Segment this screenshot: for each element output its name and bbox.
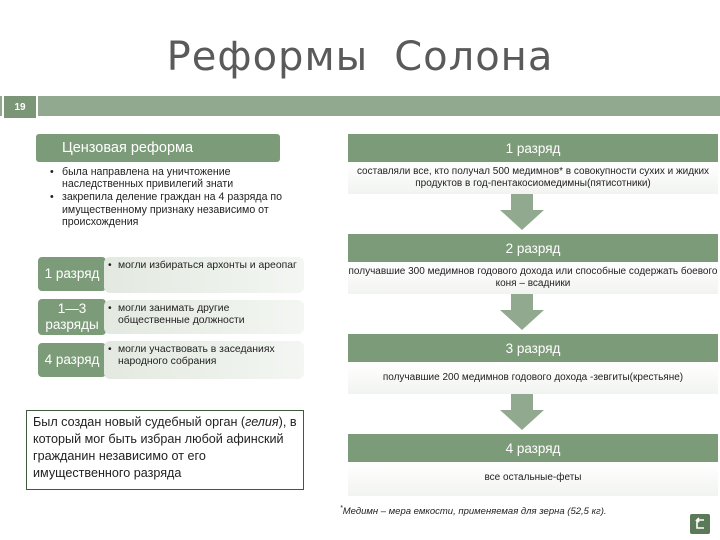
class-header: 1 разряд xyxy=(348,134,718,162)
class-description: составляли все, кто получал 500 медимнов* в совокупности сухих и жидких продуктов в год-пентакосиомедимны(пятисотники) xyxy=(348,162,718,194)
down-arrow-icon xyxy=(500,194,544,230)
title-word-1: Реформы xyxy=(166,34,369,80)
slide-number: 19 xyxy=(2,94,38,120)
census-reform-header: Цензовая реформа xyxy=(36,134,280,162)
class-description: получавшие 200 медимнов годового дохода -зевгиты(крестьяне) xyxy=(348,362,718,394)
rank-description: • могли участвовать в заседаниях народного собрания xyxy=(104,341,304,379)
down-arrow-icon xyxy=(500,294,544,330)
census-bullet: • закрепила деление граждан на 4 разряда по имущественному признаку независимо от происхождения xyxy=(50,191,283,228)
class-header: 4 разряд xyxy=(348,434,718,462)
title-word-2: Солона xyxy=(394,34,554,80)
rank-label: 1 разряд xyxy=(36,255,108,293)
slide-title xyxy=(0,34,720,80)
class-description: все остальные-феты xyxy=(348,462,718,496)
return-arrow-icon[interactable] xyxy=(690,514,710,534)
court-reform-box: Был создан новый судебный орган (гелия), в который мог быть избран любой афинский гражданин независимо от его имущественного разряда xyxy=(26,410,304,490)
rank-label: 1—3 разряды xyxy=(36,297,108,337)
court-term: гелия xyxy=(245,415,279,429)
rank-label: 4 разряд xyxy=(36,341,108,379)
census-bullet: • была направлена на уничтожение наследственных привилегий знати xyxy=(50,166,234,191)
class-description: получавшие 300 медимнов годового дохода или способные содержать боевого коня – всадники xyxy=(348,262,718,294)
class-header: 3 разряд xyxy=(348,334,718,362)
footnote: *Медимн – мера емкости, применяемая для зерна (52,5 кг). xyxy=(340,505,607,518)
rank-description: • могли занимать другие общественные должности xyxy=(104,300,304,334)
rank-description: • могли избираться архонты и ареопаг xyxy=(104,257,304,293)
down-arrow-icon xyxy=(500,394,544,430)
class-header: 2 разряд xyxy=(348,234,718,262)
slide-number-band xyxy=(0,96,720,116)
census-reform-bullets xyxy=(50,166,286,229)
